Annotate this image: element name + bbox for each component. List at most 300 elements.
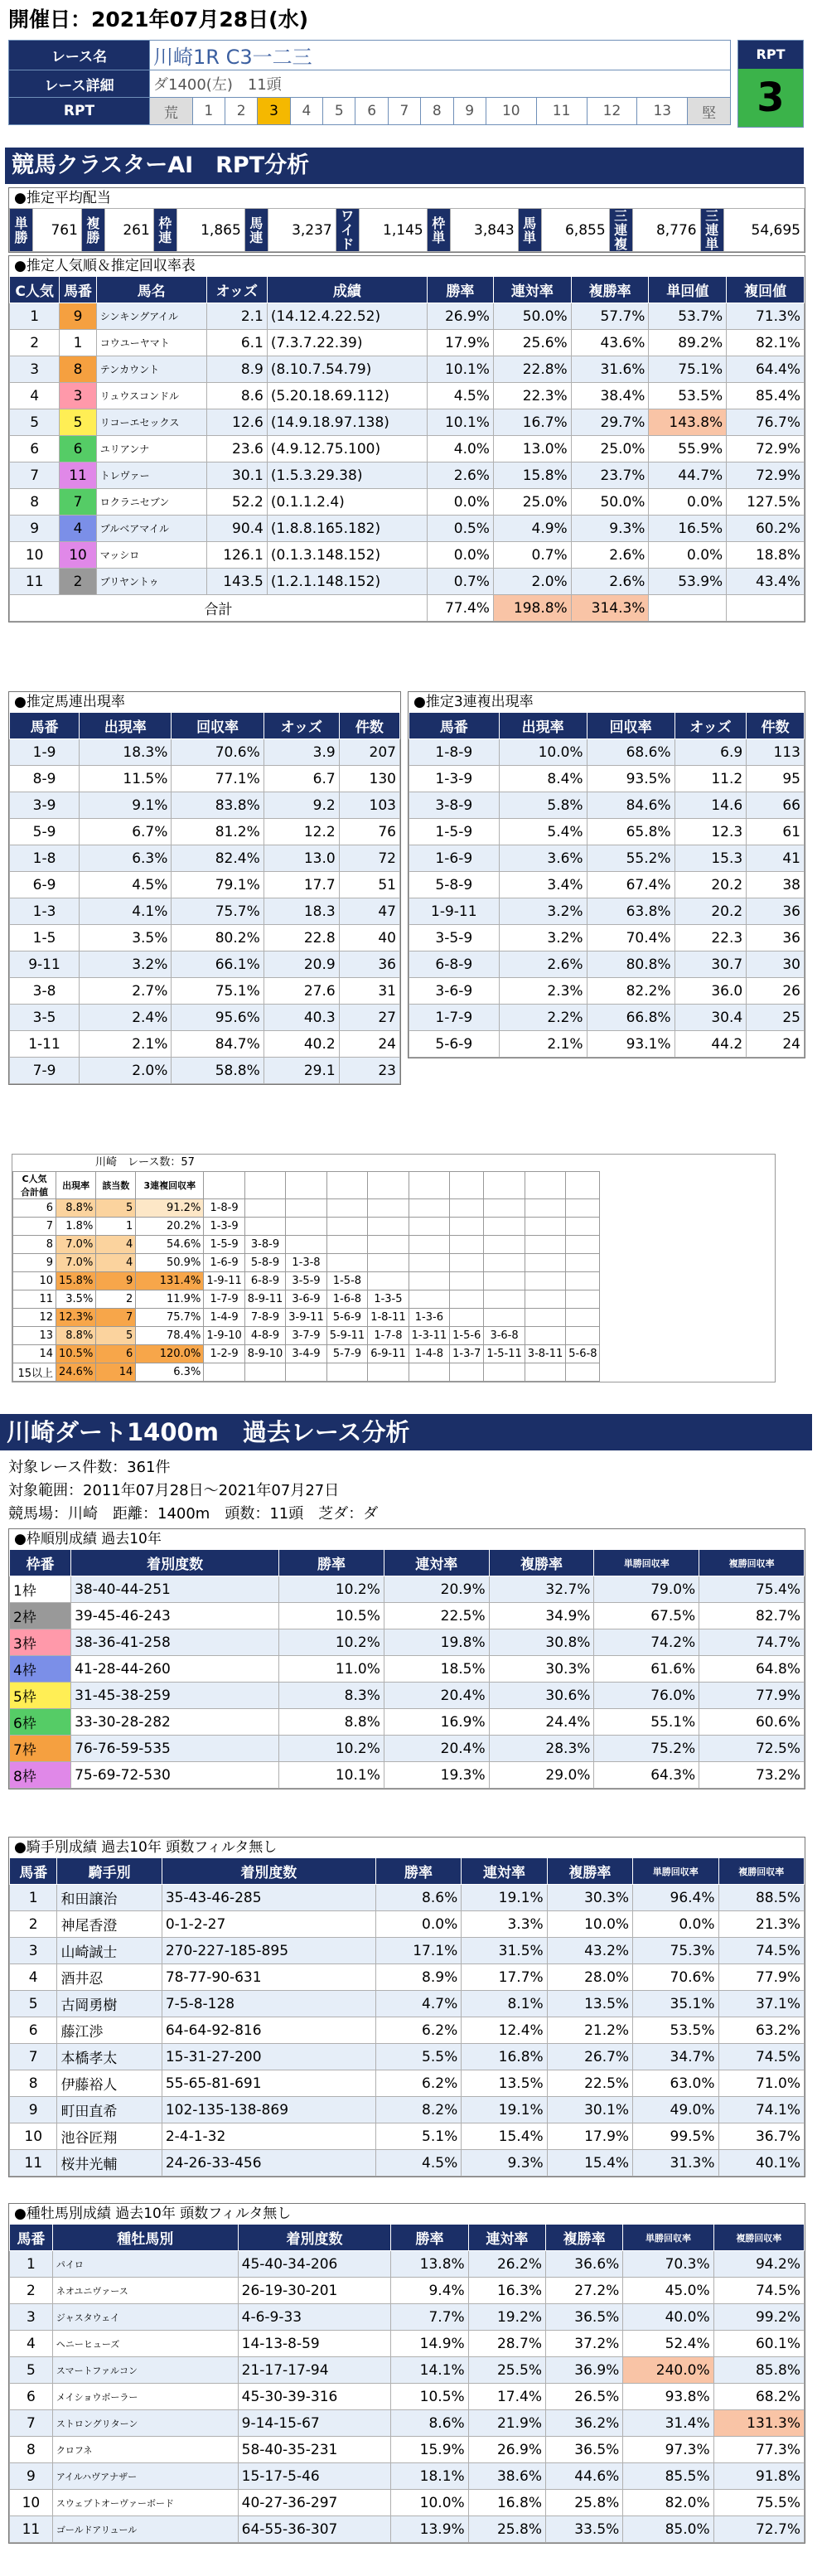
race-name-label: レース名 — [9, 41, 150, 70]
table-cell: 83.8% — [172, 792, 264, 819]
table-cell: 16.3% — [468, 2278, 545, 2304]
matrix-combo: 4-8-9 — [244, 1327, 285, 1345]
table-cell: 30.4 — [675, 1005, 747, 1031]
matrix-cell: 12.3% — [56, 1309, 96, 1327]
matrix-combo: 8-9-10 — [244, 1345, 285, 1363]
table-cell: 45-30-39-316 — [238, 2384, 391, 2410]
table-cell: 8.2% — [375, 2097, 461, 2123]
table-cell: 2.1% — [80, 1031, 172, 1058]
matrix-combo — [484, 1254, 525, 1272]
table-cell: 藤江渉 — [57, 2017, 162, 2044]
table-cell: 5.5% — [375, 2044, 461, 2070]
table-cell: 10.0% — [547, 1911, 632, 1938]
table-cell: 16.8% — [468, 2490, 545, 2516]
column-header: 単勝回収率 — [623, 2225, 713, 2251]
table-cell: 77.1% — [172, 766, 264, 792]
rpt-option: 10 — [486, 98, 536, 125]
matrix-combo: 1-9-11 — [204, 1272, 244, 1290]
table-cell: 3.6% — [499, 845, 587, 872]
payout-value: 761 — [33, 209, 82, 252]
table-cell: 68.2% — [713, 2384, 804, 2410]
table-cell: 61.6% — [594, 1656, 699, 1683]
table-cell: 11 — [10, 569, 60, 595]
table-cell: 18.3% — [80, 739, 172, 766]
past-range: 対象範囲：2011年07月28日～2021年07月27日 — [8, 1482, 340, 1499]
column-header: 勝率 — [427, 277, 493, 303]
table-cell: 240.0% — [623, 2357, 713, 2384]
table-cell: 38.4% — [571, 383, 649, 409]
table-cell: メイショウボーラー — [52, 2384, 238, 2410]
matrix-cell: 11 — [13, 1290, 56, 1309]
table-cell: 43.4% — [727, 569, 805, 595]
table-cell: 6.3% — [80, 845, 172, 872]
matrix-cell: 50.9% — [136, 1254, 204, 1272]
table-row — [10, 1603, 805, 1629]
matrix-combo — [244, 1218, 285, 1236]
table-cell: 2.1 — [206, 303, 267, 330]
table-cell: 40.2 — [264, 1031, 339, 1058]
table-cell: 74.5% — [718, 1938, 804, 1964]
table-row — [10, 303, 805, 330]
table-cell: 4.5% — [80, 872, 172, 898]
table-cell: 6枠 — [10, 1709, 71, 1736]
table-cell: 21.2% — [547, 2017, 632, 2044]
table-cell: 7 — [10, 2410, 53, 2437]
table-row — [10, 462, 805, 489]
waku-table — [9, 1549, 805, 1789]
table-cell: 8 — [10, 2070, 57, 2097]
table-cell: 3.2% — [499, 925, 587, 951]
matrix-combo: 5-9-11 — [326, 1327, 367, 1345]
table-cell: 0.0% — [649, 489, 727, 516]
matrix-cell: 6 — [13, 1199, 56, 1218]
rpt-option: 6 — [355, 98, 388, 125]
table-cell: 17.9% — [427, 330, 493, 356]
table-row — [409, 766, 805, 792]
rpt-label: RPT — [9, 98, 150, 125]
table-row — [10, 1964, 805, 1991]
table-cell: 39-45-46-243 — [71, 1603, 279, 1629]
matrix-combo — [484, 1199, 525, 1218]
column-header: 勝率 — [279, 1550, 384, 1576]
matrix-combo: 1-5-11 — [484, 1345, 525, 1363]
table-cell: 30.6% — [489, 1683, 594, 1709]
table-cell: 36 — [339, 951, 399, 978]
date-label: 開催日：2021年07月28日(水) — [8, 7, 309, 31]
table-cell: 88.5% — [718, 1885, 804, 1911]
table-cell: 85.4% — [727, 383, 805, 409]
payout-label: 馬連 — [244, 209, 268, 252]
table-row — [10, 819, 400, 845]
table-cell: 40.0% — [623, 2304, 713, 2331]
table-cell: 7枠 — [10, 1736, 71, 1762]
table-cell: 11.0% — [279, 1656, 384, 1683]
column-header: 着別度数 — [238, 2225, 391, 2251]
matrix-combo: 1-2-9 — [204, 1345, 244, 1363]
table-cell: 11.5% — [80, 766, 172, 792]
table-cell: 7 — [10, 462, 60, 489]
matrix-combo: 3-7-9 — [286, 1327, 326, 1345]
table-cell: 10.2% — [279, 1576, 384, 1603]
matrix-header-empty — [484, 1172, 525, 1199]
table-cell: 本橋孝太 — [57, 2044, 162, 2070]
table-cell: 25.8% — [545, 2490, 622, 2516]
table-cell: (1.5.3.29.38) — [267, 462, 427, 489]
table-cell: 72.9% — [727, 436, 805, 462]
table-cell: 130 — [339, 766, 399, 792]
table-cell: 36.6% — [545, 2251, 622, 2278]
table-cell: 1-3-9 — [409, 766, 500, 792]
table-cell: 1-8-9 — [409, 739, 500, 766]
table-cell: 1-9 — [10, 739, 80, 766]
total-value: 77.4% — [427, 595, 493, 622]
column-header: 着別度数 — [162, 1858, 375, 1885]
table-cell: 2.0% — [493, 569, 571, 595]
table-cell: 5-6-9 — [409, 1031, 500, 1058]
table-cell: 8.9 — [206, 356, 267, 383]
table-cell: 24.4% — [489, 1709, 594, 1736]
matrix-combo: 1-3-6 — [409, 1309, 449, 1327]
matrix-header-empty — [326, 1172, 367, 1199]
column-header: オッズ — [675, 713, 747, 739]
matrix-combo — [484, 1309, 525, 1327]
table-cell: 1-8 — [10, 845, 80, 872]
table-cell: 8枠 — [10, 1762, 71, 1789]
table-cell: 14-13-8-59 — [238, 2331, 391, 2357]
table-cell: 38.6% — [468, 2463, 545, 2490]
table-cell: 55.9% — [649, 436, 727, 462]
table-cell: 31 — [339, 978, 399, 1005]
table-cell: 78-77-90-631 — [162, 1964, 375, 1991]
rpt-option: 3 — [258, 98, 290, 125]
table-cell: 74.2% — [594, 1629, 699, 1656]
table-cell: 43.2% — [547, 1938, 632, 1964]
table-cell: 68.6% — [587, 739, 675, 766]
matrix-combo: 1-6-8 — [326, 1290, 367, 1309]
popularity-caption: ●推定人気順＆推定回収率表 — [14, 258, 196, 274]
sanrenpuku-caption: ●推定3連複出現率 — [413, 694, 534, 710]
table-cell: 55.2% — [587, 845, 675, 872]
matrix-cell: 131.4% — [136, 1272, 204, 1290]
rpt-box-label: RPT — [738, 41, 803, 69]
table-cell: 60.1% — [713, 2331, 804, 2357]
table-cell: 11 — [10, 2516, 53, 2543]
table-cell: 4枠 — [10, 1656, 71, 1683]
table-cell: 10 — [10, 2490, 53, 2516]
table-cell: 12.4% — [462, 2017, 547, 2044]
table-cell: 40.1% — [718, 2150, 804, 2177]
matrix-cell: 91.2% — [136, 1199, 204, 1218]
table-cell: 2.1% — [499, 1031, 587, 1058]
table-cell: 99.2% — [713, 2304, 804, 2331]
table-cell: 27.6 — [264, 978, 339, 1005]
matrix-combo — [525, 1290, 565, 1309]
column-header: オッズ — [264, 713, 339, 739]
table-cell: 4.9% — [493, 516, 571, 542]
rpt-option: 4 — [290, 98, 322, 125]
table-cell: 2 — [10, 1911, 57, 1938]
table-cell: 11 — [60, 462, 96, 489]
table-row — [10, 2490, 805, 2516]
matrix-combo: 1-3-5 — [368, 1290, 409, 1309]
table-cell: 18.3 — [264, 898, 339, 925]
table-cell: 85.0% — [623, 2516, 713, 2543]
matrix-combo — [525, 1272, 565, 1290]
matrix-combo — [368, 1218, 409, 1236]
table-cell: 12.6 — [206, 409, 267, 436]
table-row — [10, 1031, 400, 1058]
column-header: 馬番 — [409, 713, 500, 739]
matrix-combo — [244, 1199, 285, 1218]
table-cell: 12.2 — [264, 819, 339, 845]
table-cell: 2.6% — [571, 542, 649, 569]
table-cell: 29.7% — [571, 409, 649, 436]
table-cell: 60.6% — [699, 1709, 805, 1736]
table-cell: 31.6% — [571, 356, 649, 383]
table-cell: パイロ — [52, 2251, 238, 2278]
table-cell: 16.5% — [649, 516, 727, 542]
table-cell: 51 — [339, 872, 399, 898]
table-cell: 93.5% — [587, 766, 675, 792]
payout-value: 54,695 — [723, 209, 804, 252]
total-label: 合計 — [10, 595, 428, 622]
table-cell: 75.4% — [699, 1576, 805, 1603]
table-cell: リュウスコンドル — [96, 383, 206, 409]
table-cell: 8.3% — [279, 1683, 384, 1709]
table-cell: 97.3% — [623, 2437, 713, 2463]
table-cell: 75.5% — [713, 2490, 804, 2516]
table-cell: 85.5% — [623, 2463, 713, 2490]
matrix-combo — [204, 1363, 244, 1382]
table-cell: 36.5% — [545, 2437, 622, 2463]
table-cell: 酒井忍 — [57, 1964, 162, 1991]
table-cell: 2枠 — [10, 1603, 71, 1629]
table-cell: コウユーヤマト — [96, 330, 206, 356]
column-header: 馬番 — [10, 713, 80, 739]
table-cell: 10.2% — [279, 1736, 384, 1762]
table-cell: 13.0 — [264, 845, 339, 872]
matrix-cell: 10.5% — [56, 1345, 96, 1363]
table-row — [10, 516, 805, 542]
table-cell: 12.3 — [675, 819, 747, 845]
table-cell: 20.4% — [384, 1683, 489, 1709]
table-cell: 23.7% — [571, 462, 649, 489]
table-cell: 19.3% — [384, 1762, 489, 1789]
matrix-cell: 3.5% — [56, 1290, 96, 1309]
table-cell: 3-8 — [10, 978, 80, 1005]
table-cell: 15.4% — [547, 2150, 632, 2177]
table-cell: 2.2% — [499, 1005, 587, 1031]
table-cell: 91.8% — [713, 2463, 804, 2490]
matrix-row — [13, 1327, 600, 1345]
table-cell: 25.0% — [493, 489, 571, 516]
table-cell: 52.2 — [206, 489, 267, 516]
matrix-header-empty — [450, 1172, 484, 1199]
table-cell: 2.4% — [80, 1005, 172, 1031]
table-cell: 9.3% — [571, 516, 649, 542]
table-cell: 10.1% — [427, 356, 493, 383]
table-cell: (14.12.4.22.52) — [267, 303, 427, 330]
total-value: 198.8% — [493, 595, 571, 622]
matrix-row — [13, 1363, 600, 1382]
table-cell: 0.0% — [649, 542, 727, 569]
table-cell: ジャスタウェイ — [52, 2304, 238, 2331]
table-cell: テンカウント — [96, 356, 206, 383]
matrix-cell: 6.3% — [136, 1363, 204, 1382]
table-row — [10, 1938, 805, 1964]
table-cell: 143.5 — [206, 569, 267, 595]
table-cell: 1 — [10, 2251, 53, 2278]
matrix-row — [13, 1236, 600, 1254]
table-cell: ゴールドアリュール — [52, 2516, 238, 2543]
table-cell: 0.7% — [493, 542, 571, 569]
table-cell: 1-7-9 — [409, 1005, 500, 1031]
table-cell: 31.4% — [623, 2410, 713, 2437]
table-cell: 神尾香澄 — [57, 1911, 162, 1938]
table-cell: 10.5% — [279, 1603, 384, 1629]
table-cell: 20.4% — [384, 1736, 489, 1762]
table-cell: 1 — [60, 330, 96, 356]
umaren-box — [8, 691, 401, 1085]
table-cell: 63.8% — [587, 898, 675, 925]
table-cell: 31-45-38-259 — [71, 1683, 279, 1709]
table-cell: 55.1% — [594, 1709, 699, 1736]
matrix-combo: 1-3-7 — [450, 1345, 484, 1363]
table-cell: 0.0% — [427, 489, 493, 516]
matrix-combo — [450, 1199, 484, 1218]
table-cell: 34.7% — [633, 2044, 718, 2070]
table-cell: 4 — [10, 383, 60, 409]
matrix-combo — [525, 1236, 565, 1254]
table-cell: ヘニーヒューズ — [52, 2331, 238, 2357]
table-cell: 8.6% — [375, 1885, 461, 1911]
umaren-table — [9, 712, 400, 1084]
table-cell: 8 — [10, 489, 60, 516]
table-cell: 5枠 — [10, 1683, 71, 1709]
matrix-combo — [368, 1272, 409, 1290]
table-cell: トレヴァー — [96, 462, 206, 489]
table-cell: 30 — [747, 951, 805, 978]
table-cell: 74.7% — [699, 1629, 805, 1656]
table-cell: 38 — [747, 872, 805, 898]
matrix-combo: 3-8-9 — [244, 1236, 285, 1254]
total-empty — [727, 595, 805, 622]
table-cell: 4 — [10, 1964, 57, 1991]
column-header: 複勝率 — [571, 277, 649, 303]
table-cell: 95.6% — [172, 1005, 264, 1031]
matrix-combo: 1-8-9 — [204, 1199, 244, 1218]
table-cell: 38-36-41-258 — [71, 1629, 279, 1656]
matrix-combo: 5-6-9 — [326, 1309, 367, 1327]
table-cell: 66 — [747, 792, 805, 819]
table-cell: 72 — [339, 845, 399, 872]
payout-label: 馬単 — [518, 209, 541, 252]
table-cell: 93.1% — [587, 1031, 675, 1058]
table-cell: 58-40-35-231 — [238, 2437, 391, 2463]
table-cell: 11 — [10, 2150, 57, 2177]
table-row — [10, 1991, 805, 2017]
jockey-table — [9, 1857, 805, 2177]
table-cell: 28.3% — [489, 1736, 594, 1762]
table-cell: 40-27-36-297 — [238, 2490, 391, 2516]
table-cell: 94.2% — [713, 2251, 804, 2278]
table-cell: 29.0% — [489, 1762, 594, 1789]
matrix-combo — [566, 1218, 600, 1236]
column-header: 騎手別 — [57, 1858, 162, 1885]
table-row — [10, 898, 400, 925]
matrix-row — [13, 1254, 600, 1272]
table-cell: 3.3% — [462, 1911, 547, 1938]
rpt-option: 堅 — [688, 98, 731, 125]
table-cell: 1 — [10, 303, 60, 330]
ai-title: 競馬クラスターAI RPT分析 — [5, 148, 804, 184]
matrix-combo — [566, 1290, 600, 1309]
matrix-combo — [409, 1254, 449, 1272]
table-cell: 19.1% — [462, 2097, 547, 2123]
table-row — [10, 330, 805, 356]
table-cell: 26-19-30-201 — [238, 2278, 391, 2304]
matrix-combo — [450, 1254, 484, 1272]
table-cell: 143.8% — [649, 409, 727, 436]
table-row — [10, 1576, 805, 1603]
table-cell: 21.9% — [468, 2410, 545, 2437]
jockey-box — [8, 1837, 805, 2177]
table-cell: 伊藤裕人 — [57, 2070, 162, 2097]
table-cell: 24 — [747, 1031, 805, 1058]
table-cell: 75.1% — [172, 978, 264, 1005]
column-header: C人気 — [10, 277, 60, 303]
table-cell: 60.2% — [727, 516, 805, 542]
matrix-row — [13, 1199, 600, 1218]
matrix-cell: 9 — [96, 1272, 136, 1290]
table-cell: 36.5% — [545, 2304, 622, 2331]
column-header: 回収率 — [587, 713, 675, 739]
payout-value: 1,145 — [359, 209, 427, 252]
matrix-combo — [326, 1363, 367, 1382]
table-cell: 16.7% — [493, 409, 571, 436]
table-cell: 9.2 — [264, 792, 339, 819]
column-header: 馬番 — [10, 1858, 57, 1885]
table-row — [10, 792, 400, 819]
table-cell: 53.7% — [649, 303, 727, 330]
table-cell: 82.1% — [727, 330, 805, 356]
matrix-cell: 1.8% — [56, 1218, 96, 1236]
table-cell: 6.2% — [375, 2017, 461, 2044]
table-cell: 74.5% — [718, 2044, 804, 2070]
table-cell: 8-9 — [10, 766, 80, 792]
table-cell: 9 — [10, 2097, 57, 2123]
table-cell: 14.1% — [391, 2357, 468, 2384]
table-row — [10, 2251, 805, 2278]
matrix-combo: 1-9-10 — [204, 1327, 244, 1345]
table-cell: 2.7% — [80, 978, 172, 1005]
table-cell: 27.2% — [545, 2278, 622, 2304]
table-cell: 18.1% — [391, 2463, 468, 2490]
table-row — [10, 2070, 805, 2097]
table-cell: 9 — [10, 2463, 53, 2490]
matrix-combo — [409, 1272, 449, 1290]
table-cell: 4 — [60, 516, 96, 542]
matrix-box — [12, 1154, 776, 1382]
matrix-cell: 11.9% — [136, 1290, 204, 1309]
column-header: 連対率 — [493, 277, 571, 303]
table-cell: 44.7% — [649, 462, 727, 489]
matrix-combo: 3-6-8 — [484, 1327, 525, 1345]
table-cell: 22.3% — [493, 383, 571, 409]
matrix-header-empty — [368, 1172, 409, 1199]
matrix-header-empty — [204, 1172, 244, 1199]
matrix-combo — [409, 1363, 449, 1382]
